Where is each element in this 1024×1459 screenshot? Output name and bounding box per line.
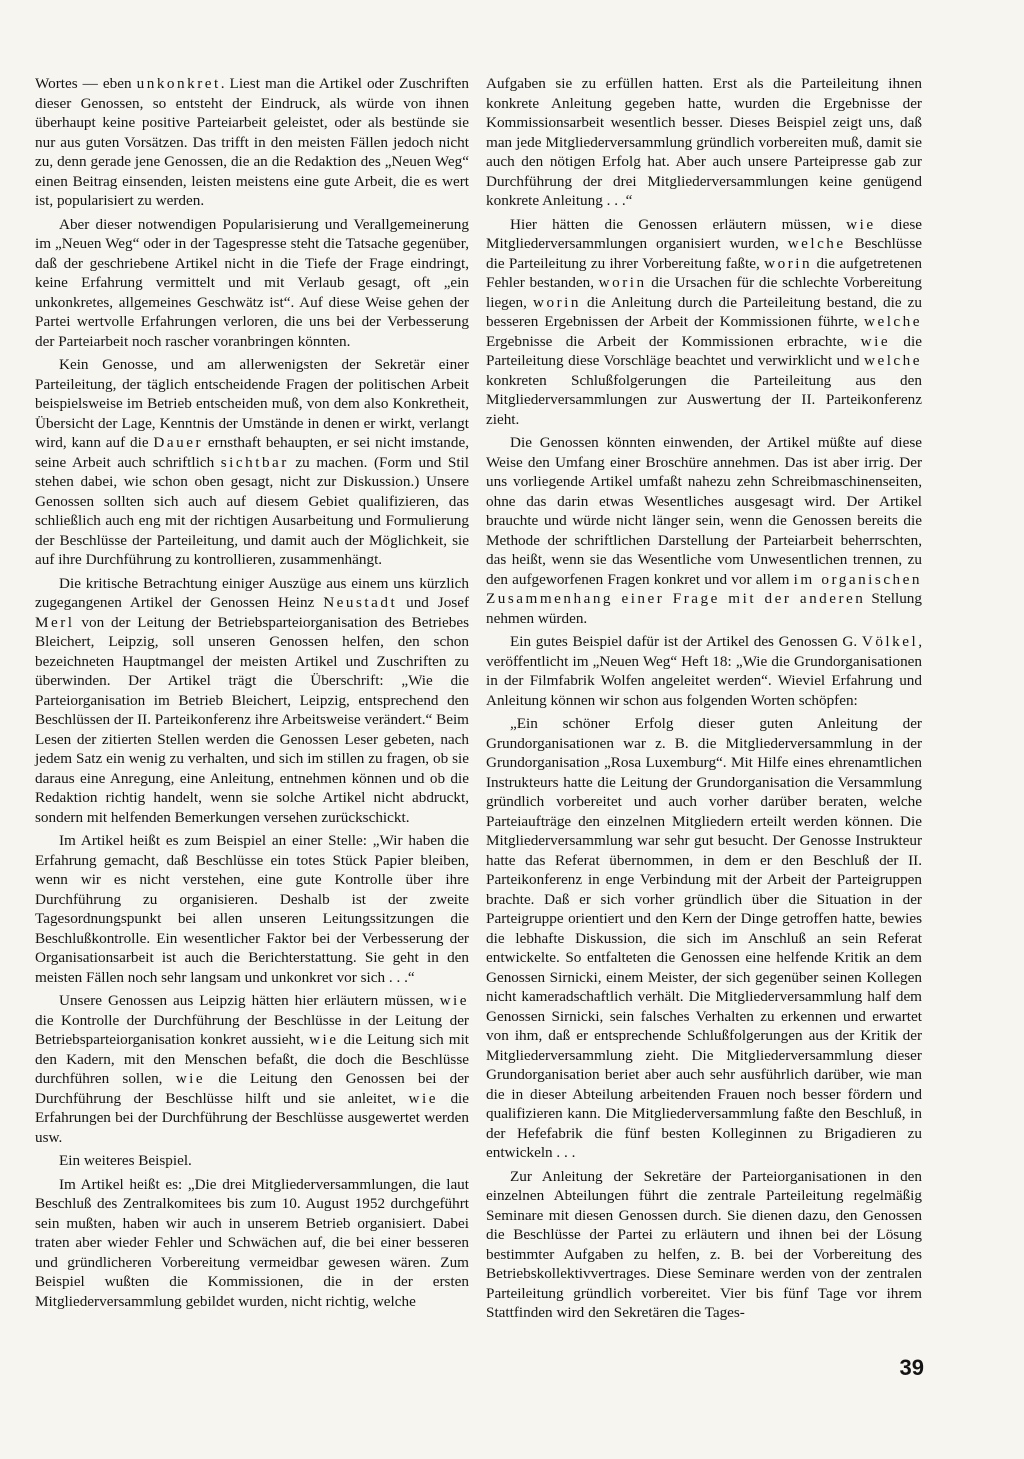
spaced-emphasis-text: worin — [533, 293, 581, 311]
text-run: Ein gutes Beispiel dafür ist der Artikel des Genossen G. — [510, 633, 862, 650]
paragraph — [486, 433, 922, 628]
text-run: Hier hätten die Genossen erläutern müssen, — [510, 215, 847, 233]
paragraph — [35, 215, 469, 352]
paragraph — [35, 831, 469, 987]
spaced-emphasis-text: wie — [309, 1031, 339, 1048]
text-run: Beschlüsse die Parteileitung zu ihrer Vorbereitung faßte, — [486, 235, 922, 272]
spaced-emphasis-text: welche — [863, 313, 922, 330]
text-run: Aufgaben sie zu erfüllen hatten. Erst als die Parteileitung ihnen konkrete Anleitung gegeben hatte, wurden die Ergebnisse der Kommissionsarbeit wesentlich besser. Dieses Beispiel zeigt uns, daß man jede Mitgliederversammlung gründlich vorbereiten muß, damit sie auch den nötigen Erfolg hat. Aber auch unsere Parteipresse gab zur Durchführung der drei Mitgliederversammlungen keine genügend konkrete Anleitung . . .“ — [486, 75, 922, 209]
text-run: Zur Anleitung der Sekretäre der Parteiorganisationen in den einzelnen Abteilungen führt die zentrale Parteileitung regelmäßig Seminare mit diesen Genossen durch. Sie dienen dazu, den Genossen die Beschlüsse der Partei zu erläutern und ihnen bei der Lösung bestimmter Aufgaben zu helfen, z. B. bei der Vorbereitung des Betriebskollektivvertrages. Diese Seminare werden von der zentralen Parteileitung gründlich vorbereitet. Vier bis fünf Tage vor ihrem Stattfinden wird den Sekretären die Tages- — [486, 1167, 922, 1321]
text-run: Die Genossen könnten einwenden, der Artikel müßte auf diese Weise den Umfang einer Broschüre annehmen. Das ist aber irrig. Der uns vorliegende Artikel umfaßt nahezu zehn Schreibmaschinenseiten, ohne das darin etwas Wesentliches ausgesagt wird. Der Artikel brauchte und würde nicht länger sein, wenn die Genossen bereits die Methode der schriftlichen Darstellung der Parteiarbeit beherrschten, das heißt, wenn sie das Wesentliche vom Unwesentlichen trennen, zu den aufgeworfenen Fragen konkret und vor allem — [486, 434, 922, 588]
text-run: Im Artikel heißt es: „Die drei Mitgliederversammlungen, die laut Beschluß des Zentralkomitees bis zum 10. August 1952 durchgeführt sein mußten, haben wir auch in unserem Betrieb organisiert. Dabei traten aber wieder Fehler und Schwächen auf, die bei einer besseren und gründlicheren Vorbereitung vermeidbar gewesen wären. Zum Beispiel wußten die Kommissionen, die in der ersten Mitgliederversammlung gebildet wurden, nicht richtig, welche — [35, 1175, 469, 1310]
text-run: die Anleitung durch die Parteileitung bestand, die zu besseren Ergebnissen der Arbeit der Kommissionen führte, — [486, 293, 923, 330]
spaced-emphasis-text: wie — [175, 1070, 206, 1087]
paragraph — [486, 215, 922, 430]
text-run: die Leitung den Genossen bei der Durchführung der Beschlüsse hilft und sie anleitet, — [35, 1070, 469, 1107]
page-number: 39 — [899, 1355, 924, 1380]
text-run: die Parteileitung diese Vorschläge beachtet und verwirklicht und — [486, 332, 922, 369]
paragraph — [486, 1167, 922, 1323]
text-run: und Josef — [397, 594, 469, 611]
spaced-emphasis-text: unkonkret — [136, 75, 221, 92]
text-run: Im Artikel heißt es zum Beispiel an einer Stelle: „Wir haben die Erfahrung gemacht, daß Beschlüsse ein totes Stück Papier bleiben, wenn wir es nicht verstehen, eine gute Kontrolle über ihre Durchführung zu organisieren. Deshalb ist der zweite Tagesordnungspunkt bei allen unseren Leitungssitzungen die Beschlußkontrolle. Ein wesentlicher Faktor bei der Verbesserung der Organisationsarbeit ist auch die Berichterstattung. Sie geht in den meisten Fällen noch sehr langsam und unkonkret vor sich . . .“ — [35, 832, 469, 986]
left-text-column — [35, 74, 469, 1315]
text-run: die Kontrolle der Durchführung der Beschlüsse in der Leitung der Betriebsparteiorganisation konkret aussieht, — [35, 1011, 469, 1048]
right-text-column — [486, 74, 922, 1327]
paragraph — [35, 991, 469, 1147]
spaced-emphasis-text: worin — [598, 274, 647, 291]
text-run: . Liest man die Artikel oder Zuschriften dieser Genossen, so entsteht der Eindruck, als würde von ihnen überhaupt keine positive Parteiarbeit geleistet, oder als bestünde sie nur aus guten Vorsätzen. Das trifft in den meisten Fällen jedoch nicht zu, denn gerade jene Genossen, die an die Redaktion des „Neuen Weg“ einen Beitrag einsenden, leisten meistens eine gute Arbeit, die es wert ist, popularisiert zu werden. — [35, 75, 469, 209]
text-run: Wortes — eben — [35, 75, 137, 92]
spaced-emphasis-text: wie — [439, 992, 469, 1009]
spaced-emphasis-text: worin — [764, 254, 813, 272]
text-run: ernsthaft behaupten, er sei nicht imstande, seine Arbeit auch schriftlich — [35, 434, 469, 471]
text-run: konkreten Schlußfolgerungen die Parteileitung aus den Mitgliederversammlungen zur Auswertung der II. Parteikonferenz zieht. — [486, 371, 922, 428]
text-run: Unsere Genossen aus Leipzig hätten hier erläutern müssen, — [59, 992, 440, 1009]
text-run: „Ein schöner Erfolg dieser guten Anleitung der Grundorganisationen war z. B. die Mitgliederversammlung in der Grundorganisation „Rosa Luxemburg“. Mit Hilfe eines ehrenamtlichen Instrukteurs hatte die Leitung der Grundorganisation die Versammlung gründlich vorbereitet und auch vorher darüber beraten, welche Parteiaufträge den einzelnen Mitgliedern erteilt werden können. Die Mitgliederversammlung war sehr gut besucht. Der Genosse Instrukteur hatte das Referat übernommen, in dem er den Beschluß der II. Parteikonferenz in enge Verbindung mit der Arbeit der Parteigruppen brachte. Daß er sich vorher gründlich über die Situation in der Parteigruppe orientiert und den Kern der Dinge getroffen hatte, bewies die lebhafte Diskussion, die sich im Anschluß an sein Referat entwickelte. So entfalteten die Genossen eine helfende Kritik an dem Genossen Sirnicki, einem Meister, der sich gegenüber seinen Kollegen nicht kameradschaftlich verhält. Die Mitgliederversammlung half dem Genossen Sirnicki, sein falsches Verhalten zu erkennen und erwartet von ihm, daß er entsprechende Schlußfolgerungen aus der Kritik der Mitgliederversammlung zieht. Die Mitgliederversammlung dieser Grundorganisation beriet aber auch sehr ausführlich darüber, wie man die in dieser Abteilung arbeitenden Frauen noch besser fördern und qualifizieren kann. Die Mitgliederversammlung faßte den Beschluß, in der Hefefabrik die fünf besten Kolleginnen zu Brigadieren zu entwickeln . . . — [486, 715, 922, 1161]
spaced-emphasis-text: Neustadt — [323, 594, 398, 611]
paragraph — [35, 355, 469, 570]
text-run: , veröffentlicht im „Neuen Weg“ Heft 18: „Wie die Grundorganisationen in der Filmfabrik Wolfen angeleitet werden“. Wieviel Erfahrung und Anleitung können wir schon aus folgenden Worten schöpfen: — [486, 633, 922, 709]
text-run: die aufgetretenen Fehler bestanden, — [486, 254, 922, 291]
paragraph — [35, 74, 469, 211]
spaced-emphasis-text: sichtbar — [220, 453, 289, 471]
spaced-emphasis-text: Dauer — [153, 434, 204, 451]
text-run: die Erfahrungen bei der Durchführung der Beschlüsse ausgewertet werden usw. — [35, 1089, 469, 1146]
text-run: Kein Genosse, und am allerwenigsten der Sekretär einer Parteileitung, der täglich entscheidende Fragen der politischen Arbeit beispielsweise im Betrieb entscheiden muß, von dem also Konkretheit, Übersicht der Lage, Kenntnis der Umstände in denen er wirkt, verlangt wird, kann auf die — [35, 356, 469, 451]
paragraph — [35, 1151, 469, 1171]
paragraph — [486, 632, 922, 710]
spaced-emphasis-text: wie — [860, 332, 891, 350]
paragraph — [35, 1175, 469, 1312]
spaced-emphasis-text: welche — [787, 235, 846, 252]
paragraph — [486, 74, 922, 211]
spaced-emphasis-text: Völkel — [861, 633, 919, 650]
text-run: Aber dieser notwendigen Popularisierung und Verallgemeinerung im „Neuen Weg“ oder in der Tagespresse steht die Tatsache gegenüber, daß der geschriebene Artikel nicht in die Tiefe der Frage eindringt, keine Erfahrung vermittelt und mit Verlaub gesagt, oft „ein unkonkretes, allgemeines Geschwätz ist“. Auf diese Weise gehen der Partei wertvolle Erfahrungen verloren, die uns bei der Verbesserung der Parteiarbeit noch rascher voranbringen könnten. — [35, 215, 469, 350]
spaced-emphasis-text: im organischen Zusammenhang einer Frage mit der anderen — [486, 570, 922, 607]
text-run: die Leitung sich mit den Kadern, mit den Menschen befaßt, die doch die Beschlüsse durchführen sollen, — [35, 1031, 470, 1087]
text-run: diese Mitgliederversammlungen organisiert wurden, — [486, 215, 922, 252]
spaced-emphasis-text: wie — [846, 215, 876, 233]
text-run: die Ursachen für die schlechte Vorbereitung liegen, — [486, 274, 922, 311]
text-run: zu machen. (Form und Stil stehen dabei, wie schon oben gesagt, nicht zur Diskussion.) Unsere Genossen sollten sich auch auf diesem Gebiet qualifizieren, das schließlich auch eng mit der richtigen Ausarbeitung und Formulierung der Beschlüsse der Parteileitung, und damit auch der Möglichkeit, sie auf ihre Durchführung zu kontrollieren, zusammenhängt. — [35, 453, 469, 568]
paragraph — [35, 574, 469, 828]
text-run: Die kritische Betrachtung einiger Auszüge aus einem uns kürzlich zugegangenen Artikel der Genossen Heinz — [35, 574, 469, 611]
text-run: von der Leitung der Betriebsparteiorganisation des Betriebes Bleichert, Leipzig, soll unseren Genossen helfen, den schon bezeichneten Hauptmangel der meisten Artikel und Zuschriften zu überwinden. Der Artikel trägt die Überschrift: „Wie die Parteiorganisation im Betrieb Bleichert, Leipzig, entsprechend den Beschlüssen der II. Parteikonferenz ihre Arbeitsweise verändert.“ Beim Lesen der zitierten Stellen werden die Genossen Leser gebeten, nach jedem Satz ein wenig zu verhalten, und sich im stillen zu fragen, ob sie daraus eine Anregung, eine Anleitung, entnehmen können und ob die Redaktion richtig handelt, wenn sie solche Artikel nicht abdruckt, sondern mit helfenden Bemerkungen versehen zurückschickt. — [35, 613, 469, 826]
spaced-emphasis-text: welche — [863, 352, 922, 369]
paragraph — [486, 714, 922, 1163]
text-run: Ein weiteres Beispiel. — [59, 1152, 192, 1169]
text-run: Stellung nehmen würden. — [486, 590, 922, 627]
spaced-emphasis-text: Merl — [35, 613, 75, 631]
text-run: Ergebnisse die Arbeit der Kommissionen erbrachte, — [486, 332, 861, 350]
spaced-emphasis-text: wie — [408, 1089, 438, 1107]
